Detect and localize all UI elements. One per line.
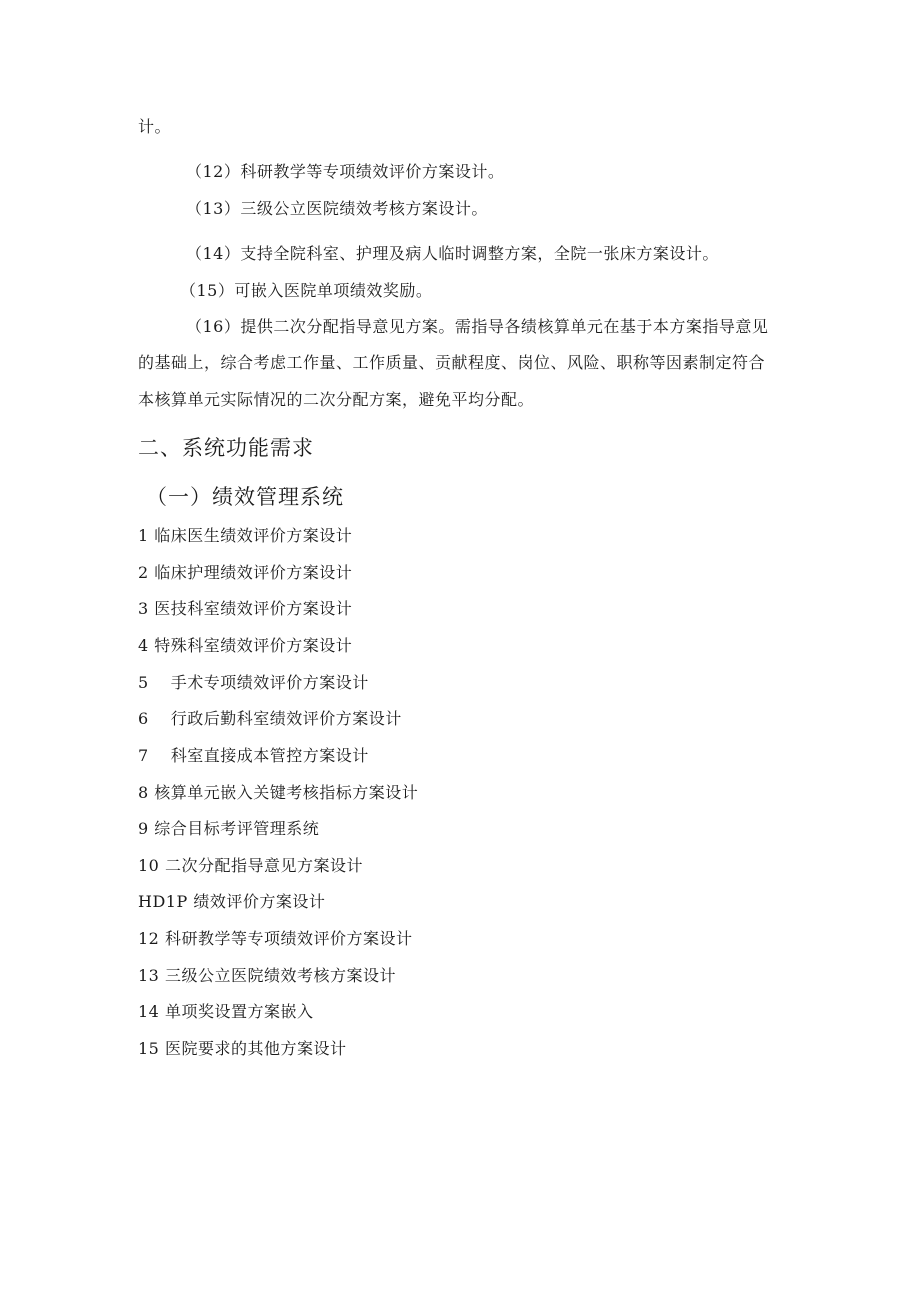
list-item: 3 医技科室绩效评价方案设计	[138, 599, 353, 618]
paragraph-continuation: 计。	[138, 117, 172, 136]
list-item: 15 医院要求的其他方案设计	[138, 1039, 347, 1058]
list-item: 8 核算单元嵌入关键考核指标方案设计	[138, 783, 419, 802]
list-item: 13 三级公立医院绩效考核方案设计	[138, 966, 396, 985]
paragraph-16-line-2: 的基础上，综合考虑工作量、工作质量、贡献程度、岗位、风险、职称等因素制定符合	[138, 353, 766, 372]
paragraph-16-line-1: （16）提供二次分配指导意见方案。需指导各绩核算单元在基于本方案指导意见	[186, 317, 769, 336]
list-item: 9 综合目标考评管理系统	[138, 819, 320, 838]
list-item: 5 手术专项绩效评价方案设计	[138, 673, 369, 692]
paragraph-13: （13）三级公立医院绩效考核方案设计。	[186, 199, 488, 218]
subsection-heading: （一）绩效管理系统	[146, 485, 344, 509]
list-item: 1 临床医生绩效评价方案设计	[138, 526, 353, 545]
list-item: 6 行政后勤科室绩效评价方案设计	[138, 709, 402, 728]
list-item: HD1P 绩效评价方案设计	[138, 892, 326, 911]
section-heading: 二、系统功能需求	[138, 436, 314, 460]
paragraph-16-line-3: 本核算单元实际情况的二次分配方案，避免平均分配。	[138, 390, 535, 409]
list-item: 12 科研教学等专项绩效评价方案设计	[138, 929, 413, 948]
list-item: 10 二次分配指导意见方案设计	[138, 856, 363, 875]
paragraph-14: （14）支持全院科室、护理及病人临时调整方案，全院一张床方案设计。	[186, 244, 719, 263]
paragraph-12: （12）科研教学等专项绩效评价方案设计。	[186, 162, 505, 181]
list-item: 14 单项奖设置方案嵌入	[138, 1002, 314, 1021]
list-item: 7 科室直接成本管控方案设计	[138, 746, 369, 765]
list-item: 4 特殊科室绩效评价方案设计	[138, 636, 353, 655]
paragraph-15: （15）可嵌入医院单项绩效奖励。	[180, 281, 433, 300]
list-item: 2 临床护理绩效评价方案设计	[138, 563, 353, 582]
